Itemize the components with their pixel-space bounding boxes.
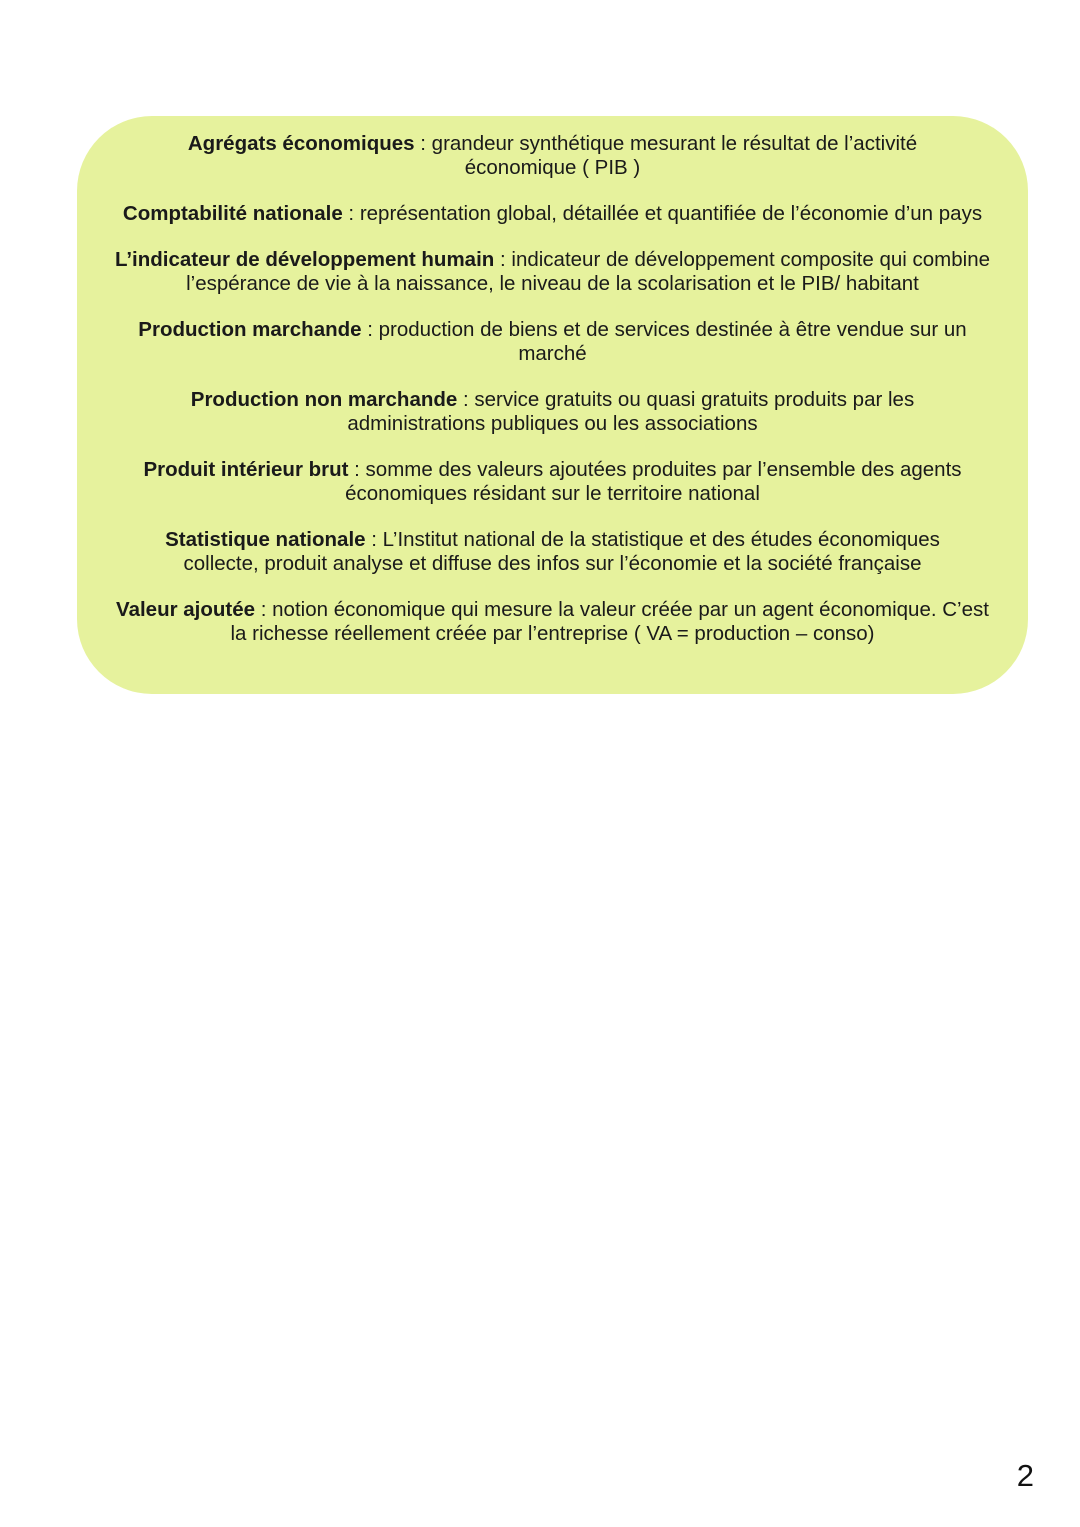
glossary-definition: : L’Institut national de la statistique et des études économiques collecte, produit analyse et diffuse des infos sur l’économie et la société française: [183, 528, 940, 575]
glossary-entry-statistique: [107, 528, 998, 576]
glossary-term: Statistique nationale: [165, 528, 366, 551]
glossary-definition: : représentation global, détaillée et quantifiée de l’économie d’un pays: [342, 202, 983, 225]
glossary-entry-comptabilite: [107, 202, 998, 226]
glossary-term: Produit intérieur brut: [143, 458, 349, 481]
glossary-definition: : notion économique qui mesure la valeur créée par un agent économique. C’est la richesse réellement créée par l’entreprise ( VA = production – conso): [230, 598, 989, 645]
glossary-definition: : service gratuits ou quasi gratuits produits par les administrations publiques ou les associations: [347, 388, 915, 435]
glossary-term: Production marchande: [138, 318, 362, 341]
glossary-term: Comptabilité nationale: [122, 202, 343, 225]
glossary-definition: : indicateur de développement composite qui combine l’espérance de vie à la naissance, le niveau de la scolarisation et le PIB/ habitant: [186, 248, 991, 295]
glossary-entry-agregats: [107, 132, 998, 180]
glossary-box: [77, 116, 1028, 694]
page-number: 2: [1016, 1458, 1034, 1493]
glossary-entry-idh: [107, 248, 998, 296]
glossary-term: Agrégats économiques: [187, 132, 415, 155]
glossary-term: L’indicateur de développement humain: [114, 248, 495, 271]
glossary-entry-production-marchande: [107, 318, 998, 366]
glossary-definition: : grandeur synthétique mesurant le résultat de l’activité économique ( PIB ): [414, 132, 918, 179]
glossary-term: Production non marchande: [190, 388, 458, 411]
glossary-entry-pib: [107, 458, 998, 506]
glossary-entry-valeur-ajoutee: [107, 598, 998, 646]
glossary-definition: : production de biens et de services destinée à être vendue sur un marché: [361, 318, 967, 365]
glossary-entry-production-non-marchande: [107, 388, 998, 436]
glossary-definition: : somme des valeurs ajoutées produites par l’ensemble des agents économiques résidant sur le territoire national: [345, 458, 962, 505]
glossary-term: Valeur ajoutée: [116, 598, 256, 621]
